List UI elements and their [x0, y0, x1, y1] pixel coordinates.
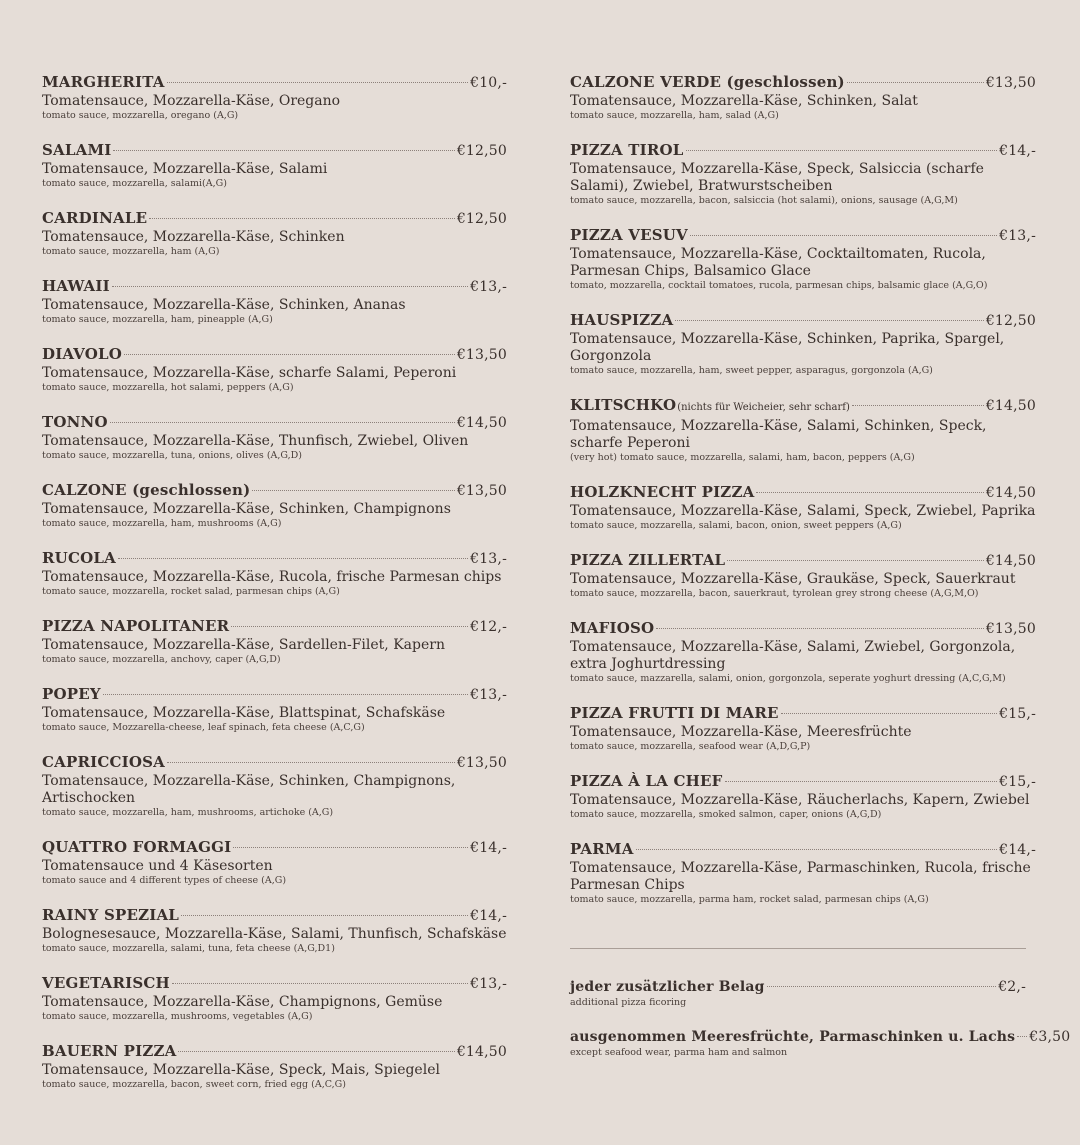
item-name: CARDINALE [42, 209, 148, 227]
item-description-de: Bolognesesauce, Mozzarella-Käse, Salami, Thunfisch, Schafskäse [42, 926, 507, 942]
item-header [42, 973, 507, 994]
item-description-en: tomato sauce, mozzarella, bacon, sauerkraut, tyrolean grey strong cheese (A,G,M,O) [570, 588, 979, 599]
item-header [570, 839, 1036, 860]
dot-leader [167, 762, 455, 763]
menu-item [570, 703, 1036, 753]
item-price: €14,- [999, 143, 1036, 159]
item-name: CALZONE (geschlossen) [42, 481, 251, 499]
item-description-en: tomato sauce, mozzarella, salami, tuna, feta cheese (A,G,D1) [42, 943, 335, 954]
item-header [42, 208, 507, 229]
item-header [42, 752, 507, 773]
item-price: €2,- [998, 979, 1026, 995]
item-header [570, 225, 1036, 246]
item-header [42, 548, 507, 569]
item-name: HAUSPIZZA [570, 311, 674, 329]
item-name: HAWAII [42, 277, 110, 295]
item-price: €10,- [470, 75, 507, 91]
item-description-de: Tomatensauce, Mozzarella-Käse, Meeresfrüchte [570, 724, 912, 740]
item-description-de: Tomatensauce, Mozzarella-Käse, Oregano [42, 93, 341, 109]
dot-leader [110, 422, 455, 423]
item-header [570, 395, 1036, 418]
item-description-de: Tomatensauce, Mozzarella-Käse, Räucherlachs, Kapern, Zwiebel [570, 792, 1030, 808]
menu-item [42, 837, 507, 887]
item-description-de: Tomatensauce, Mozzarella-Käse, Sardellen-Filet, Kapern [42, 637, 445, 653]
item-name: PIZZA NAPOLITANER [42, 617, 230, 635]
menu-item [570, 395, 1036, 464]
item-name: PIZZA ZILLERTAL [570, 551, 726, 569]
item-description-en: tomato sauce, mozzarella, rocket salad, parmesan chips (A,G) [42, 586, 340, 597]
item-name: KLITSCHKO [570, 396, 677, 414]
item-price: €13,50 [456, 347, 507, 363]
item-header [570, 482, 1036, 503]
item-header [570, 771, 1036, 792]
item-description-de: Tomatensauce, Mozzarella-Käse, Salami, Zwiebel, Gorgonzola, extra Joghurtdressing [570, 639, 1016, 672]
item-description-en: tomato sauce, mozzarella, bacon, salsiccia (hot salami), onions, sausage (A,G,M) [570, 195, 958, 206]
dot-leader [675, 320, 983, 321]
item-description-en: tomato sauce, mazzarella, salami, onion, gorgonzola, seperate yoghurt dressing (A,C,G,M) [570, 673, 1006, 684]
item-price: €13,50 [985, 75, 1036, 91]
item-description-en: additional pizza ficoring [570, 997, 687, 1008]
dot-leader [118, 558, 468, 559]
item-description-en: tomato sauce, mozzarella, oregano (A,G) [42, 110, 239, 121]
item-price: €13,- [470, 551, 507, 567]
item-description-de: Tomatensauce, Mozzarella-Käse, Thunfisch, Zwiebel, Oliven [42, 433, 469, 449]
item-header [570, 72, 1036, 93]
item-description-de: Tomatensauce, Mozzarella-Käse, Graukäse, Speck, Sauerkraut [570, 571, 1016, 587]
item-description-de: Tomatensauce, Mozzarella-Käse, Schinken, Champignons [42, 501, 451, 517]
dot-leader [172, 983, 468, 984]
item-note: (nichts für Weicheier, sehr scharf) [677, 402, 850, 413]
item-header [570, 618, 1036, 639]
item-header [42, 140, 507, 161]
dot-leader [113, 150, 454, 151]
menu-item [570, 310, 1036, 377]
menu-item [42, 140, 507, 190]
item-description-en: tomato sauce, mozzarella, anchovy, caper (A,G,D) [42, 654, 281, 665]
item-description-en: tomato sauce, Mozzarella-cheese, leaf spinach, feta cheese (A,C,G) [42, 722, 365, 733]
item-name: MAFIOSO [570, 619, 655, 637]
menu-item [42, 480, 507, 530]
dot-leader [231, 626, 468, 627]
item-price: €13,- [470, 976, 507, 992]
item-price: €14,50 [456, 1044, 507, 1060]
menu-column-right [570, 72, 1036, 924]
item-description-en: tomato sauce, mozzarella, ham, mushrooms (A,G) [42, 518, 282, 529]
item-price: €13,50 [456, 483, 507, 499]
item-name: PIZZA VESUV [570, 226, 688, 244]
dot-leader [727, 560, 984, 561]
item-description-de: Tomatensauce und 4 Käsesorten [42, 858, 273, 874]
menu-item [42, 208, 507, 258]
item-description-en: tomato sauce, mozzarella, parma ham, rocket salad, parmesan chips (A,G) [570, 894, 929, 905]
item-description-en: tomato, mozzarella, cocktail tomatoes, rucola, parmesan chips, balsamic glace (A,G,O) [570, 280, 988, 291]
item-description-en: tomato sauce and 4 different types of cheese (A,G) [42, 875, 287, 886]
dot-leader [636, 849, 998, 850]
menu-item [42, 905, 507, 955]
item-description-de: Tomatensauce, Mozzarella-Käse, Salami, Schinken, Speck, scharfe Peperoni [570, 418, 987, 451]
item-description-de: Tomatensauce, Mozzarella-Käse, Champignons, Gemüse [42, 994, 443, 1010]
item-description-de: Tomatensauce, Mozzarella-Käse, Schinken, Ananas [42, 297, 406, 313]
item-price: €13,- [470, 279, 507, 295]
item-name: DIAVOLO [42, 345, 123, 363]
menu-item [42, 72, 507, 122]
item-description-en: tomato sauce, mozzarella, hot salami, peppers (A,G) [42, 382, 294, 393]
item-price: €13,50 [456, 755, 507, 771]
dot-leader [852, 405, 984, 406]
extra-item [570, 1027, 1071, 1059]
menu-item [42, 1041, 507, 1091]
dot-leader [149, 218, 455, 219]
menu-item [42, 616, 507, 666]
item-description-en: tomato sauce, mozzarella, seafood wear (A,D,G,P) [570, 741, 811, 752]
dot-leader [252, 490, 454, 491]
item-price: €13,- [999, 228, 1036, 244]
menu-column-left [42, 72, 507, 1109]
dot-leader [112, 286, 468, 287]
item-price: €14,50 [985, 485, 1036, 501]
item-name: RAINY SPEZIAL [42, 906, 180, 924]
dot-leader [167, 82, 469, 83]
dot-leader [181, 915, 468, 916]
item-header [570, 1027, 1071, 1047]
item-description-en: tomato sauce, mozzarella, ham, mushrooms, artichoke (A,G) [42, 807, 334, 818]
dot-leader [1017, 1036, 1027, 1037]
dot-leader [233, 847, 468, 848]
item-header [42, 837, 507, 858]
item-description-en: tomato sauce, mozzarella, bacon, sweet corn, fried egg (A,C,G) [42, 1079, 346, 1090]
item-description-de: Tomatensauce, Mozzarella-Käse, Speck, Mais, Spiegelel [42, 1062, 440, 1078]
item-header [570, 977, 1026, 997]
item-description-de: Tomatensauce, Mozzarella-Käse, Parmaschinken, Rucola, frische Parmesan Chips [570, 860, 1031, 893]
menu-item [42, 548, 507, 598]
item-description-en: tomato sauce, mozzarella, ham (A,G) [42, 246, 220, 257]
item-name: RUCOLA [42, 549, 116, 567]
item-description-en: tomato sauce, mozzarella, salami(A,G) [42, 178, 227, 189]
item-description-en: tomato sauce, mozzarella, ham, salad (A,G) [570, 110, 779, 121]
item-name: PARMA [570, 840, 634, 858]
item-description-en: tomato sauce, mozzarella, smoked salmon, caper, onions (A,G,D) [570, 809, 882, 820]
item-header [570, 140, 1036, 161]
item-description-en: tomato sauce, mozzarella, tuna, onions, olives (A,G,D) [42, 450, 302, 461]
item-name: BAUERN PIZZA [42, 1042, 177, 1060]
menu-item [570, 771, 1036, 821]
item-price: €13,- [470, 687, 507, 703]
dot-leader [656, 628, 984, 629]
menu-item [570, 72, 1036, 122]
item-description-de: Tomatensauce, Mozzarella-Käse, Blattspinat, Schafskäse [42, 705, 446, 721]
item-name: jeder zusätzlicher Belag [570, 979, 765, 995]
item-header [570, 310, 1036, 331]
item-name: PIZZA FRUTTI DI MARE [570, 704, 779, 722]
dot-leader [686, 150, 998, 151]
item-header [570, 703, 1036, 724]
item-description-de: Tomatensauce, Mozzarella-Käse, Schinken, Champignons, Artischocken [42, 773, 456, 806]
item-name: VEGETARISCH [42, 974, 170, 992]
menu-item [42, 973, 507, 1023]
item-price: €14,50 [985, 398, 1036, 414]
extras-section [570, 977, 1071, 1077]
item-price: €12,50 [985, 313, 1036, 329]
item-header [42, 616, 507, 637]
dot-leader [767, 986, 997, 987]
menu-item [570, 618, 1036, 685]
item-header [42, 1041, 507, 1062]
item-price: €3,50 [1029, 1029, 1071, 1045]
menu-item [570, 550, 1036, 600]
menu-item [570, 140, 1036, 207]
item-name: QUATTRO FORMAGGI [42, 838, 232, 856]
dot-leader [756, 492, 983, 493]
item-description-en: (very hot) tomato sauce, mozzarella, salami, ham, bacon, peppers (A,G) [570, 452, 915, 463]
item-header [42, 684, 507, 705]
item-description-de: Tomatensauce, Mozzarella-Käse, Speck, Salsiccia (scharfe Salami), Zwiebel, Bratwurstscheiben [570, 161, 984, 194]
extra-item [570, 977, 1026, 1009]
item-price: €12,- [470, 619, 507, 635]
item-name: PIZZA TIROL [570, 141, 684, 159]
item-price: €14,- [470, 908, 507, 924]
dot-leader [690, 235, 997, 236]
item-price: €15,- [999, 706, 1036, 722]
item-name: SALAMI [42, 141, 112, 159]
item-price: €14,50 [985, 553, 1036, 569]
menu-item [42, 344, 507, 394]
item-description-de: Tomatensauce, Mozzarella-Käse, Salami, Speck, Zwiebel, Paprika [570, 503, 1036, 519]
item-price: €12,50 [456, 143, 507, 159]
item-header [570, 550, 1036, 571]
menu-item [570, 839, 1036, 906]
dot-leader [725, 781, 998, 782]
item-description-en: tomato sauce, mozzarella, ham, pineapple (A,G) [42, 314, 273, 325]
item-price: €15,- [999, 774, 1036, 790]
item-description-de: Tomatensauce, Mozzarella-Käse, Cocktailtomaten, Rucola, Parmesan Chips, Balsamico Glace [570, 246, 986, 279]
item-description-en: tomato sauce, mozzarella, ham, sweet pepper, asparagus, gorgonzola (A,G) [570, 365, 933, 376]
item-name: POPEY [42, 685, 101, 703]
item-name: MARGHERITA [42, 73, 165, 91]
item-name: PIZZA À LA CHEF [570, 772, 723, 790]
item-description-de: Tomatensauce, Mozzarella-Käse, Salami [42, 161, 328, 177]
menu-item [570, 482, 1036, 532]
item-price: €12,50 [456, 211, 507, 227]
dot-leader [178, 1051, 454, 1052]
item-header [42, 480, 507, 501]
item-description-de: Tomatensauce, Mozzarella-Käse, scharfe Salami, Peperoni [42, 365, 457, 381]
item-description-de: Tomatensauce, Mozzarella-Käse, Schinken, Paprika, Spargel, Gorgonzola [570, 331, 1005, 364]
item-description-de: Tomatensauce, Mozzarella-Käse, Rucola, frische Parmesan chips [42, 569, 502, 585]
item-name: CALZONE VERDE (geschlossen) [570, 73, 845, 91]
menu-item [570, 225, 1036, 292]
item-description-en: tomato sauce, mozzarella, mushrooms, vegetables (A,G) [42, 1011, 313, 1022]
item-price: €14,- [999, 842, 1036, 858]
dot-leader [124, 354, 455, 355]
item-header [42, 344, 507, 365]
divider [570, 948, 1026, 949]
item-price: €13,50 [985, 621, 1036, 637]
item-header [42, 72, 507, 93]
menu-item [42, 684, 507, 734]
item-price: €14,- [470, 840, 507, 856]
menu-item [42, 276, 507, 326]
item-name: ausgenommen Meeresfrüchte, Parmaschinken u. Lachs [570, 1029, 1016, 1045]
item-header [42, 412, 507, 433]
menu-item [42, 752, 507, 819]
item-name: TONNO [42, 413, 108, 431]
item-header [42, 276, 507, 297]
item-description-en: tomato sauce, mozzarella, salami, bacon, onion, sweet peppers (A,G) [570, 520, 902, 531]
item-description-en: except seafood wear, parma ham and salmon [570, 1047, 788, 1058]
dot-leader [103, 694, 468, 695]
dot-leader [847, 82, 984, 83]
item-price: €14,50 [456, 415, 507, 431]
item-header [42, 905, 507, 926]
item-description-de: Tomatensauce, Mozzarella-Käse, Schinken [42, 229, 345, 245]
item-description-de: Tomatensauce, Mozzarella-Käse, Schinken, Salat [570, 93, 918, 109]
item-name: HOLZKNECHT PIZZA [570, 483, 755, 501]
menu-item [42, 412, 507, 462]
dot-leader [781, 713, 997, 714]
item-name: CAPRICCIOSA [42, 753, 165, 771]
